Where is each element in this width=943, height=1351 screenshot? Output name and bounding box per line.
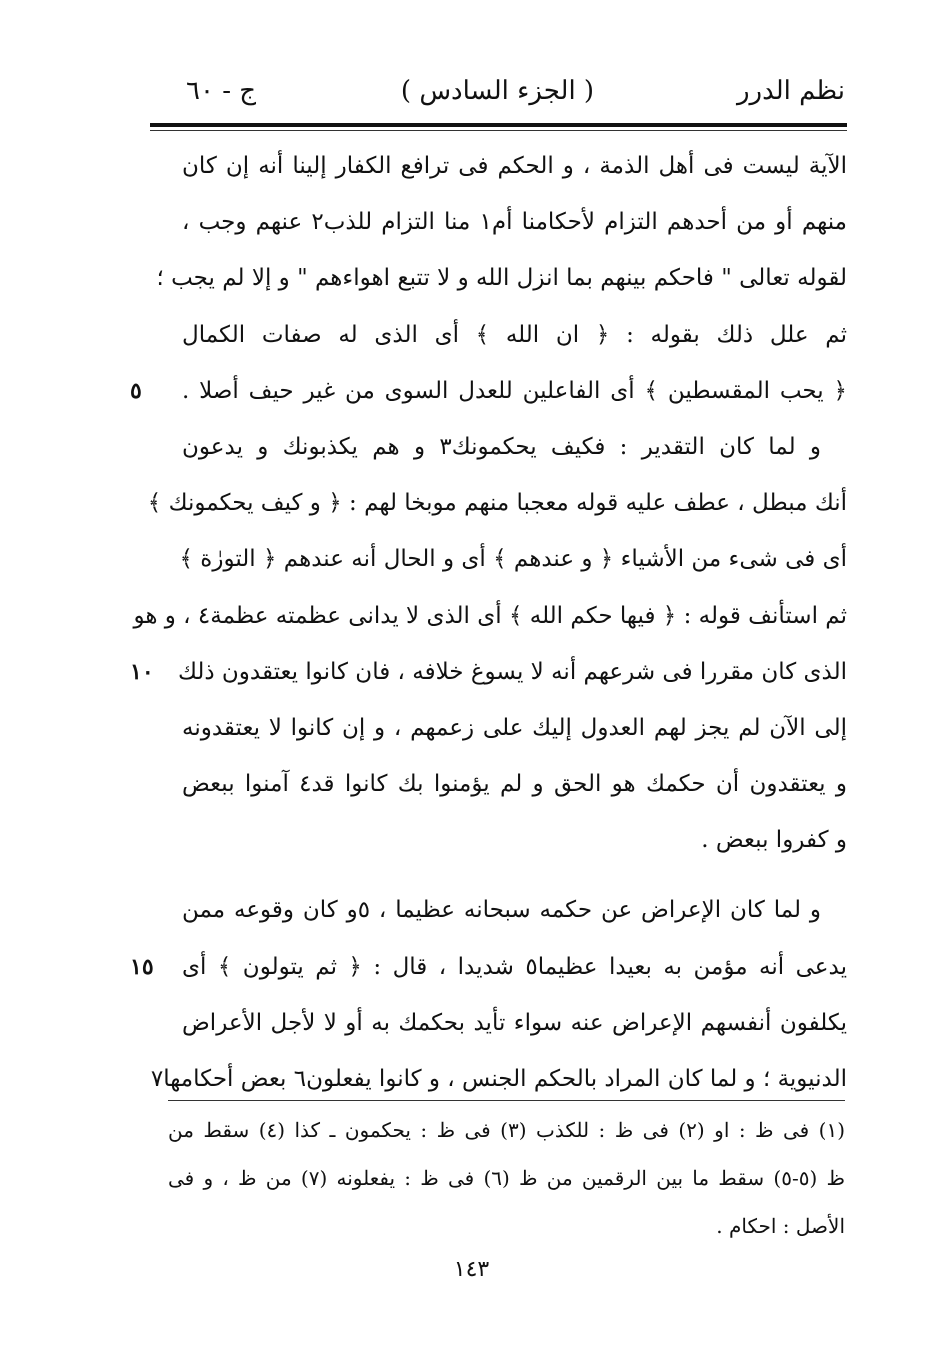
line-number: ٥ — [130, 377, 142, 404]
line-text: يدعى أنه مؤمن به بعيدا عظيما٥ شديدا ، قال : ﴿ ثم يتولون ﴾ أى — [182, 953, 847, 980]
footnote-line: الأصل : احكام . — [716, 1214, 845, 1238]
text-line — [130, 531, 847, 587]
line-number: ١٥ — [130, 953, 154, 980]
line-text: الذى كان مقررا فى شرعهم أنه لا يسوغ خلافه ، فان كانوا يعتقدون ذلك — [177, 658, 847, 685]
text-line — [130, 644, 847, 700]
text-line — [130, 939, 847, 995]
line-text: و لما كان الإعراض عن حكمه سبحانه عظيما ، ٥و كان وقوعه ممن — [182, 897, 821, 924]
text-line — [130, 363, 847, 419]
text-line — [130, 995, 847, 1051]
footnote-rule — [168, 1100, 845, 1101]
line-text: ثم علل ذلك بقوله : ﴿ ان الله ﴾ أى الذى له صفات الكمال — [182, 321, 847, 348]
text-line — [130, 882, 847, 938]
header-rule-thin — [150, 130, 847, 131]
line-text: إلى الآن لم يجز لهم العدول إليك على زعمهم ، و إن كانوا لا يعتقدونه — [182, 714, 847, 741]
line-text: الدنيوية ؛ و لما كان المراد بالحكم الجنس ، و كانوا يفعلون٦ بعض أحكامها٧ — [150, 1066, 847, 1092]
line-number: ١٠ — [130, 658, 154, 685]
text-line — [130, 475, 847, 531]
text-line — [130, 588, 847, 644]
page-number: ١٤٣ — [453, 1257, 490, 1282]
footnotes — [168, 1106, 845, 1250]
line-text: ﴿ يحب المقسطين ﴾ أى الفاعلين للعدل السوى من غير حيف أصلا . — [182, 377, 847, 404]
footnote-line: (١) فى ظ : او (٢) فى ظ : للكذب (٣) فى ظ : يحكمون ـ كذا (٤) سقط من — [168, 1118, 845, 1142]
line-text: و يعتقدون أن حكمك هو الحق و لم يؤمنوا بك كانوا قد٤ آمنوا ببعض — [182, 771, 847, 798]
line-text: منهم أو من أحدهم التزام لأحكامنا أم١ منا التزام للذب٢ عنهم وجب ، — [182, 209, 847, 236]
text-line — [130, 419, 847, 475]
paragraph-gap — [130, 868, 847, 882]
text-line — [130, 812, 847, 868]
text-line — [130, 700, 847, 756]
line-text: الآية ليست فى أهل الذمة ، و الحكم فى ترافع الكفار إلينا أنه إن كان — [182, 153, 847, 179]
chapter-label: ج - ٦٠ — [186, 76, 257, 106]
text-line — [130, 1051, 847, 1107]
line-text: أى فى شىء من الأشياء ﴿ و عندهم ﴾ أى و الحال أنه عندهم ﴿ التورٰة ﴾ — [179, 546, 847, 573]
line-text: يكلفون أنفسهم الإعراض عنه سواء تأيد بحكمك به أو لا لأجل الأعراض — [182, 1009, 847, 1036]
book-title: نظم الدرر — [736, 76, 845, 106]
line-text: لقوله تعالى " فاحكم بينهم بما انزل الله و لا تتبع اهواءهم " و إلا لم يجب ؛ — [156, 265, 847, 292]
header-rule-thick — [150, 123, 847, 127]
text-line — [130, 756, 847, 812]
text-line — [130, 250, 847, 306]
page-header — [150, 68, 845, 114]
line-text: و كفروا ببعض . — [701, 827, 847, 854]
text-line — [130, 194, 847, 250]
text-line — [130, 138, 847, 194]
line-text: أنك مبطل ، عطف عليه قوله معجبا منهم موبخا لهم : ﴿ و كيف يحكمونك ﴾ — [147, 490, 847, 517]
main-text — [130, 138, 847, 1107]
footnote-line: ظ (٥-٥) سقط ما بين الرقمين من ظ (٦) فى ظ : يفعلونه (٧) من ظ ، و فى — [168, 1166, 845, 1190]
line-text: و لما كان التقدير : فكيف يحكمونك٣ و هم يكذبونك و يدعون — [182, 433, 821, 460]
line-text: ثم استأنف قوله : ﴿ فيها حكم الله ﴾ أى الذى لا يدانى عظمته عظمة٤ ، و هو — [133, 602, 847, 629]
part-label: ( الجزء السادس ) — [400, 76, 595, 106]
text-line — [130, 307, 847, 363]
